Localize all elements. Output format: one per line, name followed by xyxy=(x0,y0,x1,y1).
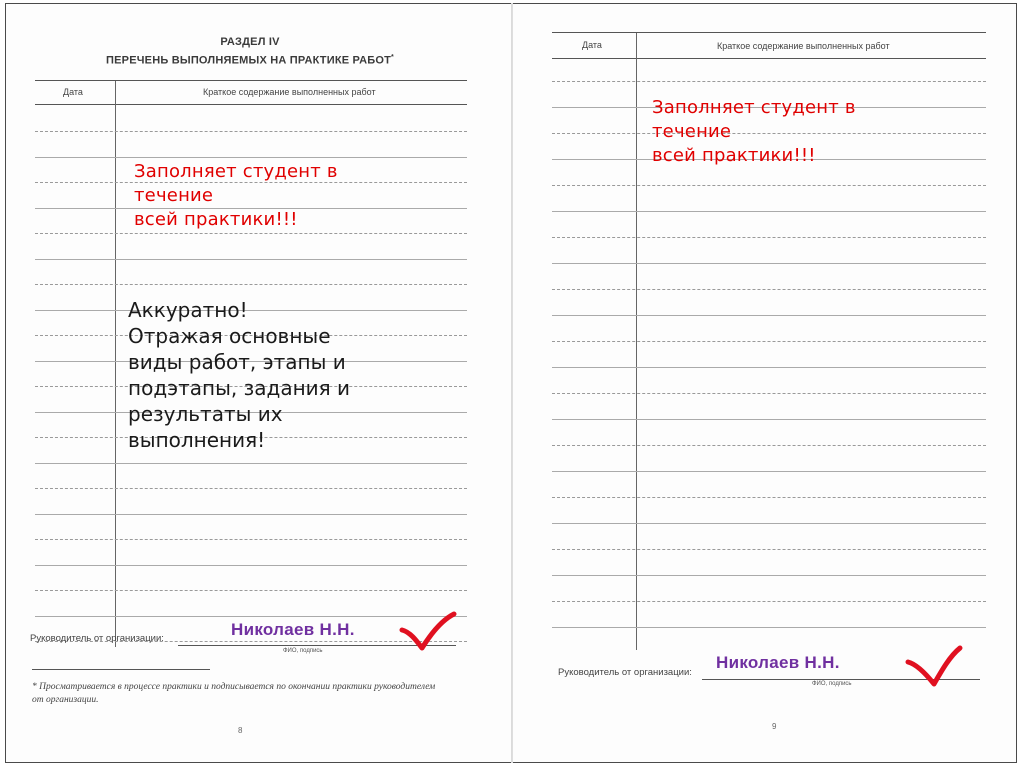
content-column-header: Краткое содержание выполненных работ xyxy=(203,87,376,97)
table-header-row xyxy=(35,81,467,105)
page-number: 8 xyxy=(238,726,243,735)
section-subtitle: ПЕРЕЧЕНЬ ВЫПОЛНЯЕМЫХ НА ПРАКТИКЕ РАБОТ* xyxy=(106,54,394,67)
red-note-line: всей практики!!! xyxy=(652,145,816,166)
ruled-line xyxy=(35,157,467,158)
ruled-line xyxy=(552,341,986,342)
footnote-mark: * xyxy=(391,54,394,61)
red-instruction-note xyxy=(652,96,856,168)
table-header-row xyxy=(552,33,986,59)
content-column-header: Краткое содержание выполненных работ xyxy=(717,41,890,51)
ruled-line xyxy=(35,463,467,464)
black-note-line: выполнения! xyxy=(128,428,266,452)
checkmark-icon xyxy=(398,610,458,652)
date-column-header: Дата xyxy=(582,40,602,50)
footnote-text: * Просматривается в процессе практики и подписывается по окончании практики руководителем от организации. xyxy=(32,682,436,705)
ruled-line xyxy=(552,185,986,186)
ruled-line xyxy=(552,445,986,446)
black-note-line: результаты их xyxy=(128,402,283,426)
supervisor-name: Николаев Н.Н. xyxy=(716,653,840,672)
ruled-line xyxy=(35,565,467,566)
red-note-line: Заполняет студент в xyxy=(652,97,856,118)
right-page xyxy=(548,28,988,748)
ruled-line xyxy=(552,211,986,212)
red-note-line: течение xyxy=(652,121,732,142)
date-column-header: Дата xyxy=(63,87,83,97)
column-divider xyxy=(115,81,116,647)
book-spine xyxy=(511,3,513,763)
ruled-line xyxy=(552,367,986,368)
ruled-line xyxy=(35,488,467,489)
ruled-line xyxy=(35,259,467,260)
black-note-line: подэтапы, задания и xyxy=(128,376,351,400)
ruled-line xyxy=(552,419,986,420)
red-note-line: Заполняет студент в xyxy=(134,161,338,182)
black-note-line: Отражая основные xyxy=(128,324,331,348)
ruled-line xyxy=(552,497,986,498)
black-instruction-note xyxy=(128,297,350,453)
ruled-line xyxy=(35,590,467,591)
signoff-caption: ФИО, подпись xyxy=(812,681,852,687)
ruled-line xyxy=(552,627,986,628)
ruled-line xyxy=(552,289,986,290)
signoff-label: Руководитель от организации: xyxy=(558,667,692,678)
red-note-line: течение xyxy=(134,185,214,206)
page-number: 9 xyxy=(772,722,777,731)
ruled-line xyxy=(35,514,467,515)
ruled-line xyxy=(552,81,986,82)
signoff-caption: ФИО, подпись xyxy=(283,648,323,654)
supervisor-signoff xyxy=(548,650,988,690)
ruled-line xyxy=(552,575,986,576)
supervisor-signoff xyxy=(30,620,470,660)
red-instruction-note xyxy=(134,160,338,232)
ruled-line xyxy=(552,393,986,394)
ruled-line xyxy=(552,263,986,264)
red-note-line: всей практики!!! xyxy=(134,209,298,230)
ruled-line xyxy=(552,523,986,524)
signoff-label: Руководитель от организации: xyxy=(30,633,164,644)
ruled-line xyxy=(35,131,467,132)
left-page xyxy=(30,30,470,750)
ruled-line xyxy=(552,237,986,238)
ruled-line xyxy=(552,315,986,316)
ruled-line xyxy=(552,549,986,550)
ruled-line xyxy=(552,471,986,472)
ruled-line xyxy=(35,284,467,285)
footnote-rule xyxy=(32,669,210,670)
section-title: РАЗДЕЛ IV xyxy=(220,36,280,48)
black-note-line: Аккуратно! xyxy=(128,298,248,322)
ruled-line xyxy=(552,601,986,602)
ruled-line xyxy=(35,539,467,540)
supervisor-name: Николаев Н.Н. xyxy=(231,620,355,639)
black-note-line: виды работ, этапы и xyxy=(128,350,346,374)
checkmark-icon xyxy=(904,644,964,688)
ruled-line xyxy=(35,233,467,234)
